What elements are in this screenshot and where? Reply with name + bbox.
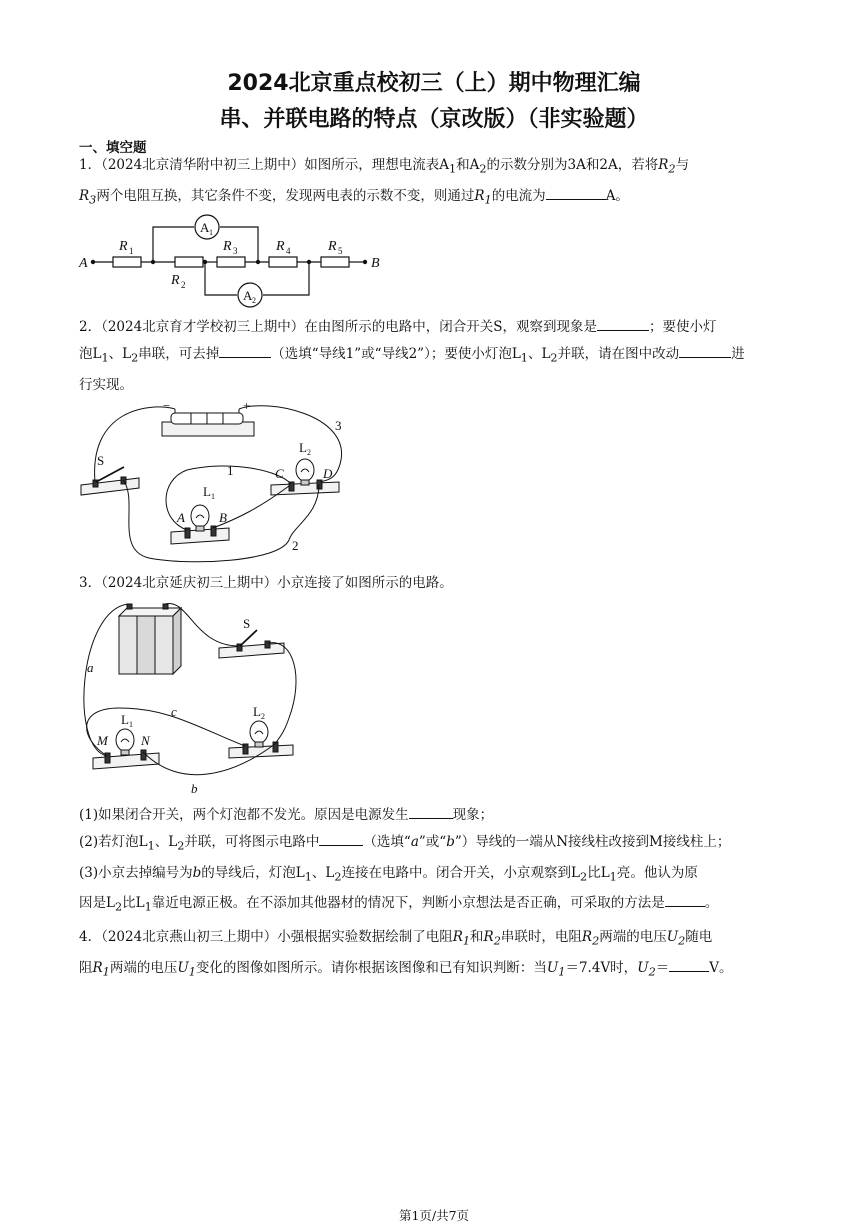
page-footer: 第1页/共7页 [398, 1208, 470, 1223]
question-text: ＝7.4V时， [565, 959, 638, 976]
question-text: ＝ [655, 959, 670, 976]
question-text: ”或“ [418, 834, 447, 850]
subscript: 1 [211, 492, 215, 501]
question-text: 的电流为 [491, 187, 546, 204]
ammeter-label: A [200, 220, 210, 235]
symbol: U [666, 929, 679, 945]
question-text: a [410, 834, 419, 850]
question-text: ”）导线的一端从N接线柱改接到M接线柱上； [454, 834, 731, 850]
subscript: 2 [678, 934, 686, 948]
question-text: b [192, 864, 202, 881]
subscript: 1 [102, 965, 110, 979]
question-text: 和A [456, 157, 480, 173]
subscript: 2 [307, 448, 311, 457]
bulb-label-l2: L [253, 704, 261, 719]
question-text: 与 [675, 157, 690, 173]
answer-blank[interactable] [546, 185, 606, 200]
bulb-label-l1: L [121, 712, 129, 727]
switch-label: S [243, 616, 251, 631]
question-number: 3． [79, 575, 102, 591]
question-text: 因是L [79, 895, 115, 912]
question-text: 连接在电路中。闭合开关，小京观察到L [341, 864, 581, 881]
question-text: (2)若灯泡L [79, 834, 148, 850]
resistor-label: R [119, 239, 128, 254]
question-text: 现象； [452, 807, 494, 823]
symbol: U [637, 959, 649, 976]
question-text: A。 [605, 187, 629, 204]
subscript: 2 [668, 162, 676, 176]
question-text: 小强根据实验数据绘制了电阻 [277, 929, 453, 945]
question-text: 随电 [685, 929, 713, 945]
terminal-label-m: M [97, 733, 108, 748]
question-text: 进 [731, 346, 745, 362]
symbol: U [546, 959, 559, 976]
page-title: 2024北京重点校初三（上）期中物理汇编 [227, 71, 641, 96]
question-text: 小京连接了如图所示的电路。 [277, 575, 453, 591]
question-3 [79, 570, 791, 597]
subscript: 1 [448, 162, 457, 176]
subscript: 2 [550, 351, 558, 365]
answer-blank[interactable] [409, 804, 453, 819]
answer-blank[interactable] [319, 831, 363, 846]
question-text: (1)如果闭合开关，两个灯泡都不发光。原因是电源发生 [79, 807, 409, 823]
symbol: R [658, 157, 669, 173]
circuit-diagram-1 [79, 210, 389, 305]
subscript: 1 [129, 720, 133, 729]
subscript: 2 [131, 351, 139, 365]
question-source: （2024北京燕山初三上期中） [101, 929, 278, 945]
circuit-diagram-2 [79, 400, 369, 565]
ammeter-label: A [243, 288, 253, 303]
subscript: 1 [520, 351, 528, 365]
question-3-parts [79, 802, 799, 921]
page-subtitle: 串、并联电路的特点（京改版）（非实验题） [219, 107, 649, 132]
node-label-b: B [371, 256, 380, 271]
answer-blank[interactable] [219, 343, 271, 358]
question-text: 比L [122, 895, 145, 912]
question-text: 和 [470, 929, 484, 945]
circuit-diagram-3 [79, 598, 319, 798]
wire-label-3: 3 [335, 418, 342, 433]
wire-label-b: b [191, 781, 198, 796]
symbol: R [452, 929, 463, 945]
symbol: R [92, 959, 103, 976]
bulb-label-l1: L [203, 484, 211, 499]
resistor-label: R [171, 273, 180, 288]
subscript: 2 [261, 712, 265, 721]
question-text: 亮。他认为原 [616, 864, 698, 881]
subscript: 2 [181, 280, 186, 290]
subscript: 2 [648, 965, 656, 979]
question-text: 行实现。 [79, 376, 133, 393]
subscript: 1 [484, 193, 492, 207]
question-text: 的示数分别为3A和2A，若将 [486, 157, 659, 173]
battery-minus-label: − [163, 398, 171, 413]
question-text: 如图所示，理想电流表A [304, 157, 449, 173]
terminal-label-b: B [219, 510, 227, 525]
switch-label: S [97, 453, 105, 468]
resistor-label: R [276, 239, 285, 254]
wire-label-c: c [171, 704, 177, 719]
answer-blank[interactable] [679, 343, 731, 358]
subscript: 1 [304, 870, 312, 884]
subscript: 1 [129, 246, 134, 256]
terminal-label-n: N [141, 733, 150, 748]
question-text: （选填“导线1”或“导线2”）；要使小灯泡L [271, 346, 521, 362]
subscript: 2 [252, 296, 256, 305]
question-text: V。 [709, 959, 733, 976]
subscript: 1 [609, 870, 617, 884]
subscript: 2 [479, 162, 487, 176]
symbol: R [79, 187, 90, 204]
subscript: 2 [114, 901, 123, 915]
wire-label-a: a [87, 660, 94, 675]
subscript: 2 [493, 934, 501, 948]
question-text: 。 [704, 895, 719, 912]
question-source: （2024北京清华附中初三上期中） [101, 157, 305, 173]
question-text: 泡L [79, 346, 102, 362]
question-text: 靠近电源正极。在不添加其他器材的情况下，判断小京想法是否正确，可采取的方法是 [151, 895, 665, 912]
question-text: 串联，可去掉 [138, 346, 220, 362]
question-text: 并联，可将图示电路中 [184, 834, 320, 850]
subscript: 1 [209, 228, 213, 237]
wire-label-2: 2 [292, 538, 299, 553]
question-text: (3)小京去掉编号为 [79, 864, 193, 881]
question-text: 的导线后，灯泡L [201, 864, 305, 881]
battery-plus-label: + [243, 398, 251, 413]
symbol: R [483, 929, 494, 945]
question-text: 两端的电压 [599, 929, 667, 945]
terminal-label-a: A [177, 510, 185, 525]
symbol: R [474, 187, 485, 204]
question-source: （2024北京育才学校初三上期中） [101, 319, 305, 335]
question-number: 1． [79, 157, 102, 173]
symbol: R [581, 929, 593, 945]
question-4 [79, 924, 791, 985]
question-text: 两端的电压 [109, 959, 178, 976]
subscript: 2 [580, 870, 588, 884]
resistor-label: R [328, 239, 337, 254]
section-heading: 一、填空题 [79, 140, 147, 156]
question-text: 、L [311, 864, 335, 881]
subscript: 2 [177, 839, 185, 853]
subscript: 3 [89, 193, 97, 207]
subscript: 1 [101, 351, 109, 365]
subscript: 1 [144, 901, 152, 915]
terminal-label-c: C [275, 466, 284, 481]
question-number: 4． [79, 929, 102, 945]
subscript: 5 [338, 246, 343, 256]
answer-blank[interactable] [669, 957, 709, 972]
question-text: 并联，请在图中改动 [557, 346, 680, 362]
question-text: b [446, 834, 455, 850]
question-text: 阻 [79, 959, 93, 976]
answer-blank[interactable] [665, 892, 705, 907]
question-2 [79, 314, 791, 399]
subscript: 2 [592, 934, 600, 948]
answer-blank[interactable] [597, 316, 649, 331]
question-text: 两个电阻互换，其它条件不变，发现两电表的示数不变，则通过 [96, 187, 475, 204]
subscript: 1 [558, 965, 566, 979]
subscript: 3 [233, 246, 238, 256]
question-number: 2． [79, 319, 102, 335]
question-text: 、L [108, 346, 132, 362]
subscript: 4 [286, 246, 291, 256]
question-text: ；要使小灯 [648, 319, 717, 335]
question-text: 比L [587, 864, 610, 881]
question-text: 、L [154, 834, 178, 850]
wire-label-1: 1 [227, 463, 234, 478]
subscript: 2 [334, 870, 342, 884]
question-text: 在由图所示的电路中，闭合开关S，观察到现象是 [304, 319, 597, 335]
question-1 [79, 152, 791, 213]
subscript: 1 [147, 839, 155, 853]
question-text: （选填“ [363, 834, 411, 850]
question-source: （2024北京延庆初三上期中） [101, 575, 278, 591]
question-text: 变化的图像如图所示。请你根据该图像和已有知识判断：当 [195, 959, 547, 976]
node-label-a: A [79, 256, 88, 271]
subscript: 1 [188, 965, 196, 979]
terminal-label-d: D [323, 466, 333, 481]
question-text: 、L [527, 346, 551, 362]
resistor-label: R [223, 239, 232, 254]
question-text: 串联时，电阻 [500, 929, 582, 945]
symbol: U [177, 959, 189, 976]
bulb-label-l2: L [299, 440, 307, 455]
subscript: 1 [462, 934, 471, 948]
